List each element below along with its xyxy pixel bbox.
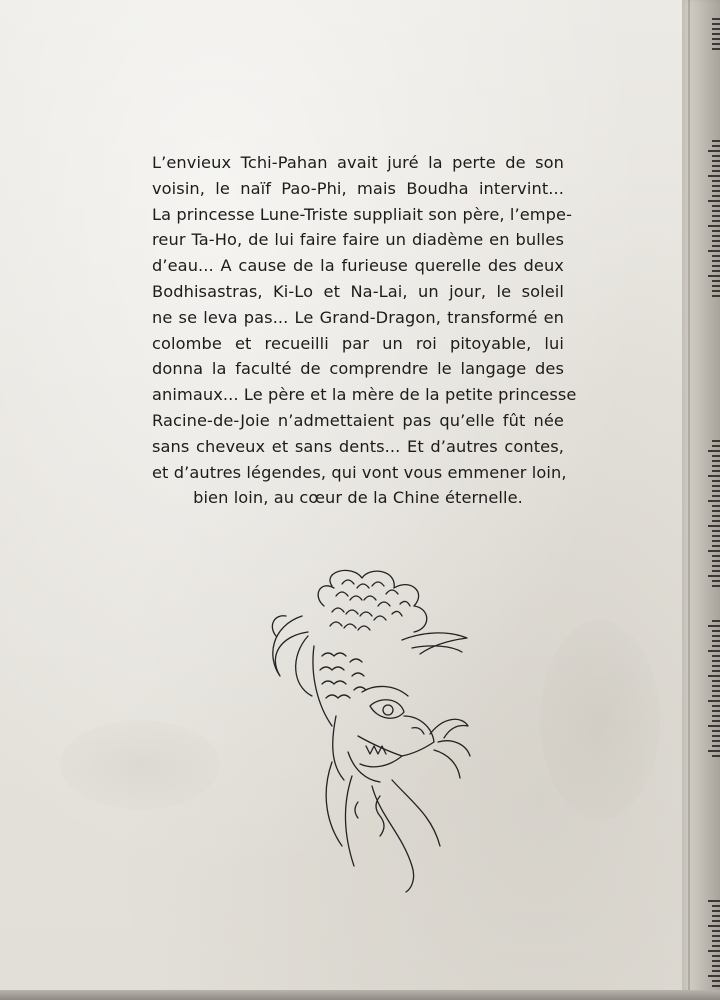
spine-tick [712, 620, 720, 622]
spine-tick [712, 38, 720, 40]
spine-tick [712, 960, 720, 962]
spine-tick [708, 725, 720, 727]
spine-tick [712, 140, 720, 142]
spine-tick [708, 950, 720, 952]
spine-tick [712, 245, 720, 247]
spine-tick [712, 920, 720, 922]
spine-tick [712, 465, 720, 467]
spine-tick [712, 930, 720, 932]
spine-tick [712, 495, 720, 497]
spine-tick [712, 510, 720, 512]
blurb-line: animaux... Le père et la mère de la petite princesse [152, 385, 577, 405]
spine-tick [712, 945, 720, 947]
spine-tick [712, 630, 720, 632]
spine-tick [708, 625, 720, 627]
spine-tick [712, 955, 720, 957]
spine-tick [712, 490, 720, 492]
spine-tick [712, 445, 720, 447]
spine-tick [712, 655, 720, 657]
spine-tick [712, 535, 720, 537]
spine-tick [708, 575, 720, 577]
blurb-line: colombe et recueilli par un roi pitoyable, lui [152, 333, 564, 353]
spine-tick [708, 250, 720, 252]
spine-tick [712, 265, 720, 267]
spine-tick [712, 155, 720, 157]
spine-tick [712, 295, 720, 297]
spine-tick [712, 905, 720, 907]
spine-tick [712, 695, 720, 697]
spine-tick [708, 175, 720, 177]
spine-tick [712, 520, 720, 522]
spine-tick [712, 705, 720, 707]
spine-tick [712, 540, 720, 542]
spine-tick [712, 555, 720, 557]
spine-tick [712, 180, 720, 182]
spine-tick [712, 23, 720, 25]
blurb-line: Bodhisastras, Ki-Lo et Na-Lai, un jour, le soleil [152, 281, 564, 301]
blurb-line: sans cheveux et sans dents... Et d’autres contes, [152, 436, 564, 456]
spine-tick [712, 28, 720, 30]
spine-tick [712, 240, 720, 242]
spine-tick [712, 230, 720, 232]
spine-tick [712, 455, 720, 457]
spine-tick [712, 285, 720, 287]
spine-tick [708, 700, 720, 702]
spine-ruler-marks [706, 0, 720, 1000]
spine-tick [712, 980, 720, 982]
spine-tick [712, 290, 720, 292]
spine-tick [712, 940, 720, 942]
spine-tick [712, 690, 720, 692]
spine-tick [712, 440, 720, 442]
blurb-line: ne se leva pas... Le Grand-Dragon, transformé en [152, 307, 564, 327]
blurb-line: bien loin, au cœur de la Chine éternelle. [193, 488, 523, 508]
spine-tick [712, 270, 720, 272]
spine-tick [708, 200, 720, 202]
spine-tick [708, 525, 720, 527]
spine-tick [712, 170, 720, 172]
blurb-line: d’eau... A cause de la furieuse querelle des deux [152, 256, 564, 276]
spine-tick [712, 585, 720, 587]
spine-tick [712, 280, 720, 282]
spine-tick [712, 485, 720, 487]
spine-tick [712, 915, 720, 917]
blurb-line: voisin, le naïf Pao-Phi, mais Boudha intervint... [152, 178, 564, 198]
spine-tick [712, 710, 720, 712]
spine-tick [712, 190, 720, 192]
spine-tick [712, 755, 720, 757]
spine-tick [708, 550, 720, 552]
spine-tick [712, 910, 720, 912]
spine-tick [712, 195, 720, 197]
spine-tick [708, 925, 720, 927]
blurb-line: et d’autres légendes, qui vont vous emmener loin, [152, 462, 567, 482]
spine-tick [712, 460, 720, 462]
spine-tick [712, 480, 720, 482]
spine-tick [708, 225, 720, 227]
spine-tick [708, 150, 720, 152]
spine-tick [712, 235, 720, 237]
spine-tick [712, 255, 720, 257]
spine-tick [708, 475, 720, 477]
spine-tick [712, 215, 720, 217]
spine-tick [712, 210, 720, 212]
spine-tick [712, 730, 720, 732]
blurb-line: La princesse Lune-Triste suppliait son père, l’empe- [152, 204, 573, 224]
spine-tick [712, 515, 720, 517]
spine-tick [712, 670, 720, 672]
spine-tick [712, 985, 720, 987]
spine-tick [712, 685, 720, 687]
spine-tick [712, 660, 720, 662]
bottom-edge [0, 990, 720, 1000]
spine-tick [712, 545, 720, 547]
blurb-line: reur Ta-Ho, de lui faire faire un diadème en bulles [152, 230, 564, 250]
dragon-head-icon [262, 566, 492, 896]
blurb-line: donna la faculté de comprendre le langage des [152, 359, 564, 379]
spine-tick [712, 570, 720, 572]
spine-tick [708, 975, 720, 977]
spine-tick [712, 505, 720, 507]
spine-tick [712, 735, 720, 737]
spine-tick [712, 220, 720, 222]
spine-tick [712, 645, 720, 647]
spine-tick [708, 650, 720, 652]
spine-tick [712, 260, 720, 262]
paper-stain [60, 720, 220, 810]
spine-tick [708, 675, 720, 677]
spine-tick [712, 530, 720, 532]
spine-tick [712, 160, 720, 162]
spine-tick [708, 500, 720, 502]
spine-tick [712, 185, 720, 187]
spine-tick [712, 43, 720, 45]
spine-tick [708, 450, 720, 452]
spine-tick [712, 565, 720, 567]
spine-tick [712, 665, 720, 667]
spine-tick [712, 640, 720, 642]
spine-tick [712, 165, 720, 167]
spine-tick [708, 900, 720, 902]
spine-tick [712, 745, 720, 747]
spine-tick [712, 965, 720, 967]
spine-tick [712, 680, 720, 682]
blurb-text [152, 150, 577, 511]
spine-crease [688, 0, 690, 1000]
paper-stain [540, 620, 660, 820]
blurb-line: Racine-de-Joie n’admettaient pas qu’elle fût née [152, 410, 564, 430]
spine-tick [712, 970, 720, 972]
spine-tick [712, 205, 720, 207]
spine-tick [712, 48, 720, 50]
spine-tick [712, 715, 720, 717]
spine-tick [708, 275, 720, 277]
spine-tick [712, 740, 720, 742]
spine-tick [712, 635, 720, 637]
spine-tick [712, 560, 720, 562]
spine-tick [712, 145, 720, 147]
spine-tick [712, 18, 720, 20]
spine-tick [712, 935, 720, 937]
blurb-line: L’envieux Tchi-Pahan avait juré la perte de son [152, 153, 564, 172]
spine-tick [712, 470, 720, 472]
spine-tick [708, 750, 720, 752]
spine-tick [712, 580, 720, 582]
spine-tick [712, 720, 720, 722]
spine-tick [712, 33, 720, 35]
